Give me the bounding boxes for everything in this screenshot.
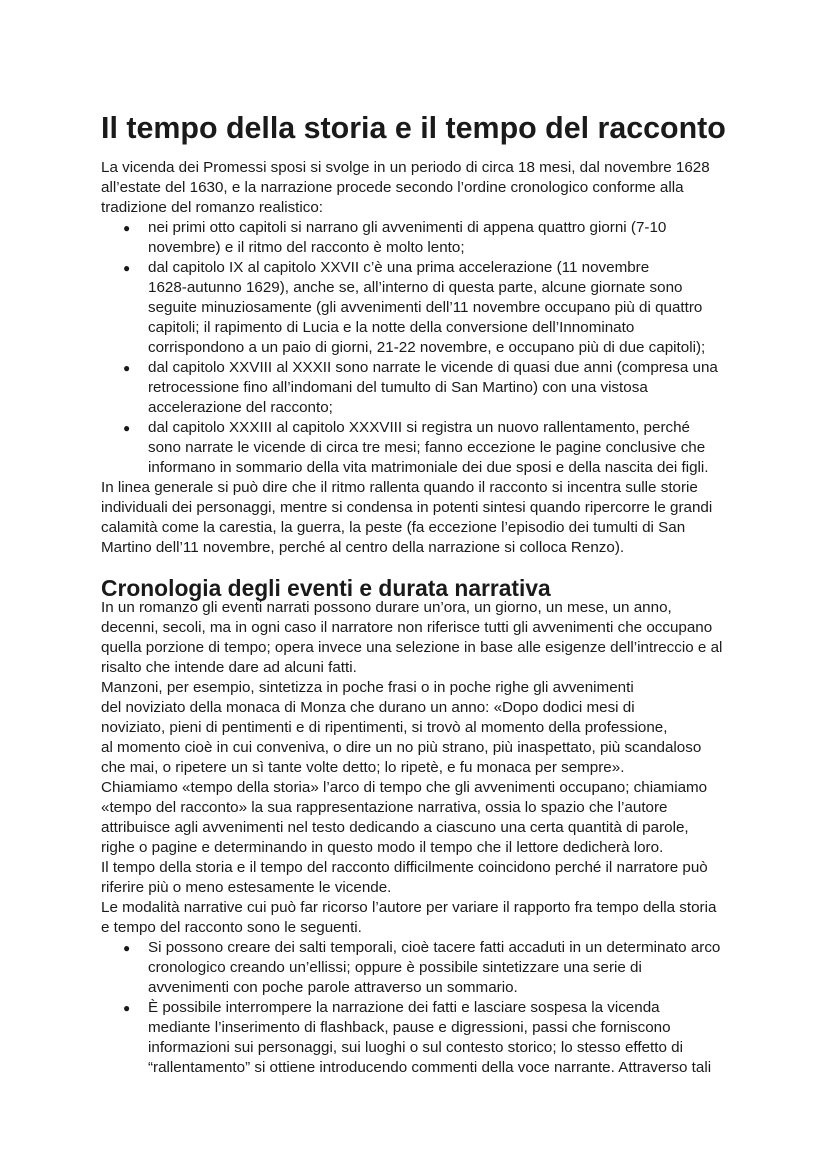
bullet-icon: ● <box>123 421 131 435</box>
text-line: Chiamiamo «tempo della storia» l’arco di tempo che gli avvenimenti occupano; chiamiamo <box>101 779 708 796</box>
bullet-icon: ● <box>123 221 131 235</box>
section-2-paragraph <box>101 858 741 898</box>
text-line: risalto che intende dare ad alcuni fatti. <box>101 659 357 676</box>
text-line: In un romanzo gli eventi narrati possono durare un’ora, un giorno, un mese, un anno, <box>101 599 672 616</box>
text-line: Manzoni, per esempio, sintetizza in poche frasi o in poche righe gli avvenimenti <box>101 679 634 696</box>
section-1-conclusion <box>101 478 741 558</box>
bullet-item <box>101 218 741 258</box>
text-line: È possibile interrompere la narrazione dei fatti e lasciare sospesa la vicenda <box>148 999 660 1016</box>
bullet-item <box>101 258 741 358</box>
text-line: Il tempo della storia e il tempo del racconto difficilmente coincidono perché il narratore può <box>101 859 708 876</box>
text-line: all’estate del 1630, e la narrazione procede secondo l’ordine cronologico conforme alla <box>101 179 684 196</box>
section-1-intro <box>101 158 741 218</box>
text-line: riferire più o meno estesamente le vicende. <box>101 879 392 896</box>
text-line: cronologico creando un’ellissi; oppure è possibile sintetizzare una serie di <box>148 959 642 976</box>
bullet-item <box>101 998 741 1078</box>
text-line: seguite minuziosamente (gli avvenimenti dell’11 novembre occupano più di quattro <box>148 299 703 316</box>
section-2-paragraph <box>101 898 741 938</box>
section-1-bullet-list <box>101 218 741 478</box>
text-line: In linea generale si può dire che il ritmo rallenta quando il racconto si incentra sulle storie <box>101 479 698 496</box>
text-line: novembre) e il ritmo del racconto è molto lento; <box>148 239 465 256</box>
text-line: noviziato, pieni di pentimenti e di ripentimenti, si trovò al momento della professione, <box>101 719 668 736</box>
text-line: «tempo del racconto» la sua rappresentazione narrativa, ossia lo spazio che l’autore <box>101 799 668 816</box>
text-line: dal capitolo XXVIII al XXXII sono narrate le vicende di quasi due anni (compresa una <box>148 359 718 376</box>
section-2-title: Cronologia degli eventi e durata narrativa <box>101 575 551 601</box>
text-line: tradizione del romanzo realistico: <box>101 199 324 216</box>
text-line: mediante l’inserimento di flashback, pause e digressioni, passi che forniscono <box>148 1019 671 1036</box>
text-line: Si possono creare dei salti temporali, cioè tacere fatti accaduti in un determinato arco <box>148 939 721 956</box>
text-line: quella porzione di tempo; opera invece una selezione in base alle esigenze dell’intreccio e al <box>101 639 723 656</box>
section-2-paragraph <box>101 598 741 678</box>
text-line: che mai, o ripetere un sì tante volte detto; lo ripetè, e fu monaca per sempre». <box>101 759 625 776</box>
bullet-icon: ● <box>123 361 131 375</box>
document-page <box>101 111 741 1078</box>
text-line: Martino dell’11 novembre, perché al centro della narrazione si colloca Renzo). <box>101 539 625 556</box>
text-line: Le modalità narrative cui può far ricorso l’autore per variare il rapporto fra tempo della storia <box>101 899 717 916</box>
text-line: avvenimenti con poche parole attraverso un sommario. <box>148 979 518 996</box>
text-line: del noviziato della monaca di Monza che durano un anno: «Dopo dodici mesi di <box>101 699 635 716</box>
section-2-paragraph <box>101 678 741 778</box>
text-line: La vicenda dei Promessi sposi si svolge in un periodo di circa 18 mesi, dal novembre 1628 <box>101 159 710 176</box>
text-line: righe o pagine e determinando in questo modo il tempo che il lettore dedicherà loro. <box>101 839 664 856</box>
text-line: 1628-autunno 1629), anche se, all’interno di questa parte, alcune giornate sono <box>148 279 683 296</box>
text-line: al momento cioè in cui conveniva, o dire un no più strano, più inaspettato, più scandaloso <box>101 739 702 756</box>
text-line: capitoli; il rapimento di Lucia e la notte della conversione dell’Innominato <box>148 319 635 336</box>
text-line: individuali dei personaggi, mentre si condensa in potenti sintesi quando ripercorre le grandi <box>101 499 713 516</box>
section-2-bullet-list <box>101 938 741 1078</box>
bullet-item <box>101 418 741 478</box>
text-line: e tempo del racconto sono le seguenti. <box>101 919 362 936</box>
text-line: dal capitolo XXXIII al capitolo XXXVIII si registra un nuovo rallentamento, perché <box>148 419 690 436</box>
bullet-item <box>101 938 741 998</box>
text-line: dal capitolo IX al capitolo XXVII c’è una prima accelerazione (11 novembre <box>148 259 650 276</box>
section-2-paragraph <box>101 778 741 858</box>
text-line: “rallentamento” si ottiene introducendo commenti della voce narrante. Attraverso tali <box>148 1059 712 1076</box>
bullet-item <box>101 358 741 418</box>
text-line: retrocessione fino all’indomani del tumulto di San Martino) con una vistosa <box>148 379 648 396</box>
bullet-icon: ● <box>123 1001 131 1015</box>
text-line: calamità come la carestia, la guerra, la peste (fa eccezione l’episodio dei tumulti di San <box>101 519 686 536</box>
bullet-icon: ● <box>123 261 131 275</box>
text-line: attribuisce agli avvenimenti nel testo dedicando a ciascuno una certa quantità di parole, <box>101 819 689 836</box>
text-line: decenni, secoli, ma in ogni caso il narratore non riferisce tutti gli avvenimenti che occupano <box>101 619 713 636</box>
text-line: accelerazione del racconto; <box>148 399 333 416</box>
text-line: informazioni sui personaggi, sui luoghi o sul contesto storico; lo stesso effetto di <box>148 1039 683 1056</box>
text-line: informano in sommario della vita matrimoniale dei due sposi e della nascita dei figli. <box>148 459 709 476</box>
text-line: sono narrate le vicende di circa tre mesi; fanno eccezione le pagine conclusive che <box>148 439 706 456</box>
text-line: corrispondono a un paio di giorni, 21-22 novembre, e occupano più di due capitoli); <box>148 339 706 356</box>
bullet-icon: ● <box>123 941 131 955</box>
section-1-title: Il tempo della storia e il tempo del racconto <box>101 111 726 145</box>
text-line: nei primi otto capitoli si narrano gli avvenimenti di appena quattro giorni (7-10 <box>148 219 667 236</box>
